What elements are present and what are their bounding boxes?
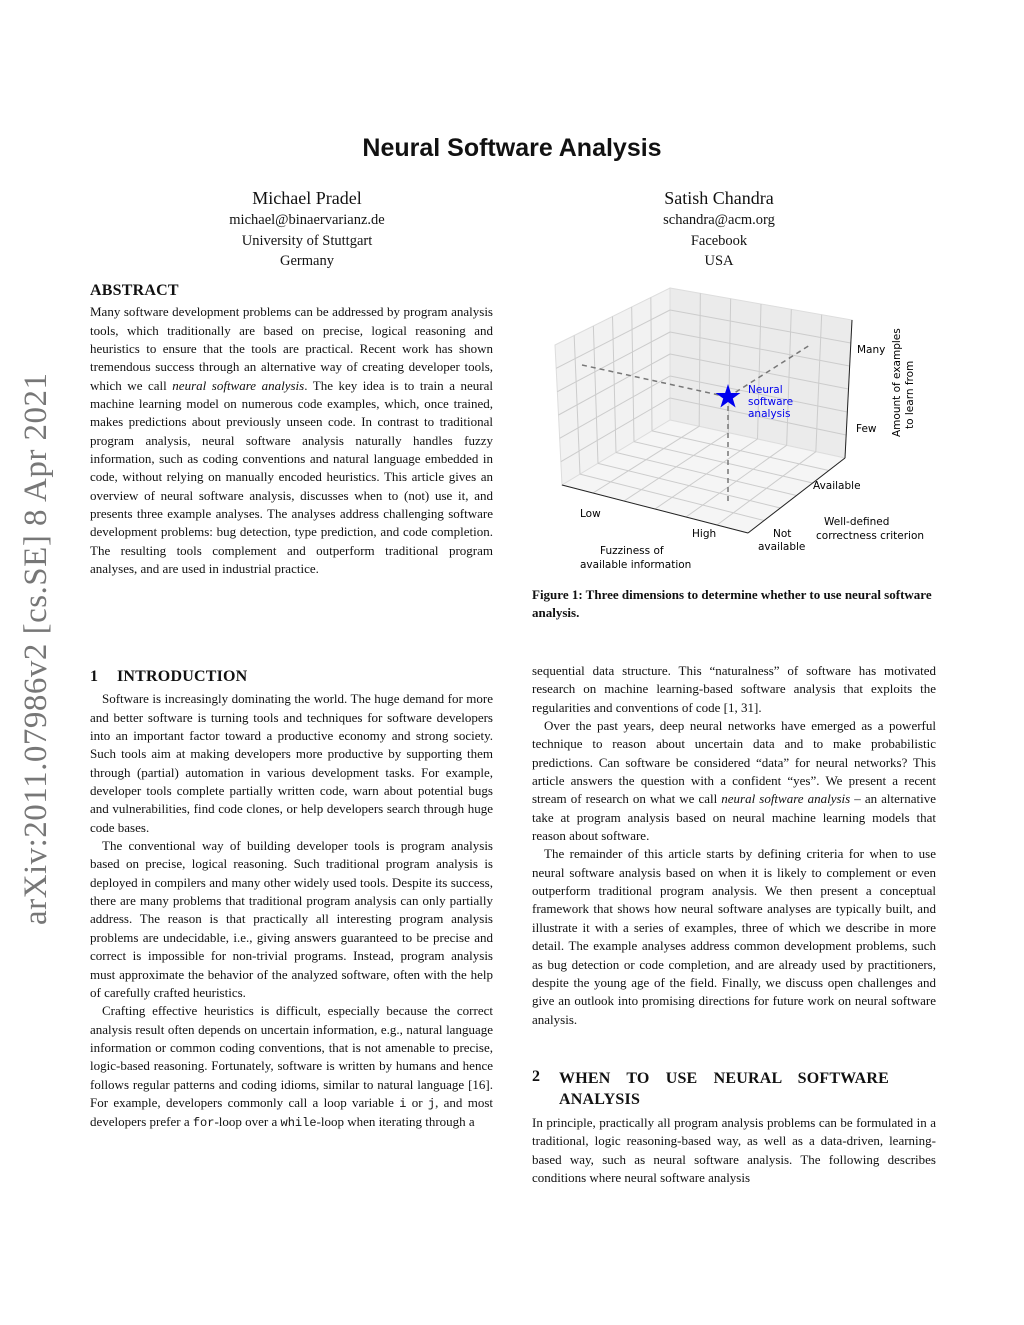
x-axis-label: Fuzziness of: [600, 545, 664, 557]
paragraph: [532, 662, 936, 717]
author-email: schandra@acm.org: [663, 212, 775, 228]
text-run: -loop when iterating through a: [316, 1114, 475, 1130]
right-column-body: [532, 662, 936, 1029]
author-block: [157, 186, 457, 272]
text-run: sequential data structure. This “naturalness” of software has motivated research on machine learning-based software analysis that exploits the regularities and conventions of code [1, 31].: [532, 663, 936, 715]
paragraph: [532, 717, 936, 845]
figure-1: [540, 275, 940, 575]
text-run: Software is increasingly dominating the world. The huge demand for more and better software is turning tools and techniques for software developers into an important factor toward a productive economy and strong society. Such tools aim at making developers more productive by supporting them through (partial) automation in various development tasks. For example, developer tools complete partially written code, warn about potential bugs and vulnerabilities, find code clones, or help developers search through huge code bases.: [90, 691, 493, 835]
arxiv-identifier: arXiv:2011.07986v2 [cs.SE] 8 Apr 2021: [18, 372, 54, 925]
y-axis-label: Well-defined: [824, 516, 890, 528]
right-column-text: [532, 662, 936, 1029]
section-2-body: [532, 1114, 936, 1187]
point-label: analysis: [748, 408, 791, 420]
text-run: – an alternative take at program analysis based on neural machine learning models that reason about software.: [532, 791, 936, 844]
z-axis-label: to learn from: [904, 360, 916, 429]
abstract-section: [90, 282, 493, 579]
section-heading: [90, 668, 493, 686]
y-tick-label: Not: [773, 528, 792, 540]
section-title: INTRODUCTION: [117, 668, 248, 685]
3d-plot: [540, 275, 940, 575]
section-number: 1: [90, 668, 99, 685]
author-email: michael@binaervarianz.de: [229, 212, 385, 228]
z-tick-label: Few: [856, 423, 877, 435]
paper-title: Neural Software Analysis: [362, 134, 662, 162]
author-country: USA: [704, 253, 734, 269]
point-label: software: [748, 396, 794, 408]
z-axis-label: Amount of examples: [891, 328, 903, 437]
paragraph: [532, 1114, 936, 1187]
emphasis-text: neural software analysis: [172, 377, 305, 393]
text-run: . The key idea is to train a neural machine learning model on numerous code examples, which, once trained, makes predictions about previously unseen code. In contrast to traditional program analysis, neural software analysis naturally handles fuzzy information, such as coding conventions and natural language embedded in code, without relying on manually encoded heuristics. This article gives an overview of neural software analysis, discusses when to (not) use it, and presents three example analyses. The analyses address challenging software development problems: bug detection, type prediction, and code completion. The resulting tools complement and outperform traditional program analyses, and are used in industrial practice.: [90, 377, 493, 577]
text-run: , and most developers prefer a: [90, 1094, 493, 1130]
paragraph: [90, 690, 493, 837]
author-name: Satish Chandra: [664, 188, 774, 208]
z-tick-label: Many: [857, 344, 886, 356]
y-axis-label: correctness criterion: [816, 530, 925, 542]
point-label: Neural: [748, 384, 783, 396]
x-tick-label: Low: [580, 508, 601, 520]
x-axis-label: available information: [580, 559, 692, 571]
author-affiliation: University of Stuttgart: [241, 232, 373, 249]
section-number: 2: [532, 1068, 541, 1085]
text-run: Over the past years, deep neural networks have emerged as a powerful technique to reason about uncertain data and to make probabilistic predictions. Can software be considered “data” for neural networks? This article answers the question with a confident “yes”. We present a recent stream of research on what we call: [532, 718, 936, 807]
inline-code: while: [280, 1116, 317, 1131]
section-heading: [532, 1068, 936, 1110]
inline-code: i: [399, 1096, 407, 1111]
text-run: The remainder of this article starts by defining criteria for when to use neural software analysis based on when it is likely to complement or even outperform traditional program analysis. We then present a conceptual framework that shows how neural software analyses are typically built, and illustrate it with a series of examples, three of which we describe in more detail. The example analyses address common development problems, such as bug detection or code completion, and are already used by practitioners, despite the young age of the field. Finally, we discuss open challenges and give an outlook into promising directions for future work on neural software analysis.: [532, 846, 936, 1027]
text-run: The conventional way of building developer tools is program analysis based on precise, logical reasoning. Such traditional program analysis is deployed in compilers and many other widely used tools. Despite its success, there are many problems that traditional program analysis can only partially address. The reason is that practically all interesting program analysis problems are undecidable, i.e., giving answers guaranteed to be precise and correct is impossible for non-trivial programs. Instead, program analysis must approximate the behavior of the analyzed software, often with the help of carefully crafted heuristics.: [90, 838, 493, 1000]
inline-code: j: [427, 1096, 436, 1111]
abstract-heading: ABSTRACT: [90, 282, 179, 299]
paragraph: [532, 845, 936, 1028]
author-block: [569, 186, 869, 272]
section-title: WHEN TO USE NEURAL SOFTWARE ANALYSIS: [559, 1070, 889, 1108]
emphasis-text: neural software analysis: [721, 791, 851, 807]
section-2: [532, 1068, 936, 1187]
author-country: Germany: [280, 253, 334, 269]
author-affiliation: Facebook: [690, 232, 748, 249]
author-name: Michael Pradel: [252, 188, 362, 208]
abstract-body: [90, 303, 493, 578]
y-tick-label: available: [758, 541, 806, 553]
introduction-section: [90, 668, 493, 1133]
paragraph: [90, 1002, 493, 1132]
introduction-body: [90, 690, 493, 1132]
text-run: or: [406, 1094, 428, 1110]
inline-code: for: [192, 1116, 215, 1131]
x-tick-label: High: [692, 528, 717, 540]
text-run: In principle, practically all program analysis problems can be formulated in a traditional, logic reasoning-based way, as well as a data-driven, learning-based way, such as neural software analysis. The following describes conditions where neural software analysis: [532, 1115, 936, 1186]
figure-caption: Figure 1: Three dimensions to determine whether to use neural software analysis.: [532, 587, 932, 621]
text-run: -loop over a: [214, 1114, 281, 1130]
paragraph: [90, 837, 493, 1002]
text-run: Crafting effective heuristics is difficult, especially because the correct analysis result often depends on uncertain information, e.g., natural language information or common coding conventions, that is not amenable to precise, logic-based reasoning. Fortunately, software is written by humans and hence follows regular patterns and coding idioms, similar to natural language [16]. For example, developers commonly call a loop variable: [90, 1003, 493, 1110]
text-run: Many software development problems can be addressed by program analysis tools, which traditionally are based on precise, logical reasoning and heuristics to ensure that the tools are practical. Recent work has shown tremendous success through an alternative way of creating developer tools, which we call: [90, 304, 493, 393]
paragraph: [90, 303, 493, 578]
y-tick-label: Available: [813, 480, 861, 492]
